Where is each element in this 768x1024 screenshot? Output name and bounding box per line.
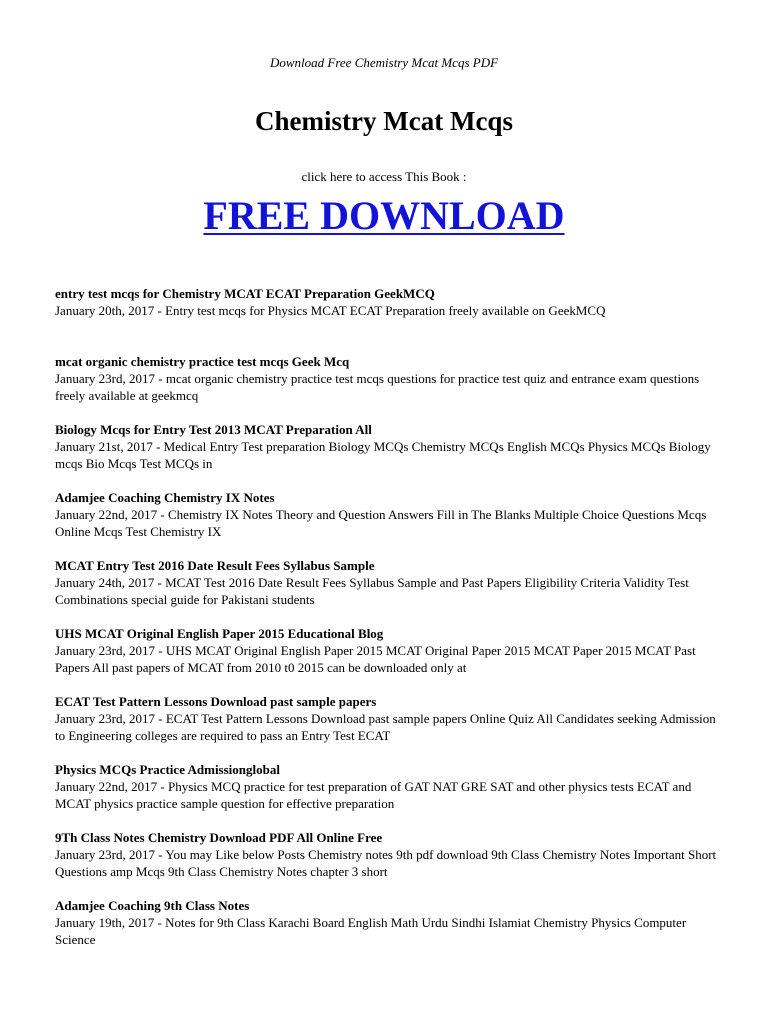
- result-title: Physics MCQs Practice Admissionglobal: [55, 762, 280, 777]
- result-snippet: January 22nd, 2017 - Chemistry IX Notes Theory and Question Answers Fill in The Blanks Multiple Choice Questions Mcqs Online Mcqs Test Chemistry IX: [55, 507, 707, 539]
- access-instruction: click here to access This Book :: [301, 169, 467, 184]
- running-header: Download Free Chemistry Mcat Mcqs PDF: [269, 55, 499, 70]
- result-item: [55, 285, 725, 353]
- result-snippet: January 20th, 2017 - Entry test mcqs for Physics MCAT ECAT Preparation freely available on GeekMCQ: [55, 303, 606, 318]
- result-snippet: January 23rd, 2017 - UHS MCAT Original English Paper 2015 MCAT Original Paper 2015 MCAT Paper 2015 MCAT Past Papers All past papers of MCAT from 2010 t0 2015 can be downloaded only at: [55, 643, 696, 675]
- result-snippet: January 23rd, 2017 - ECAT Test Pattern Lessons Download past sample papers Online Quiz All Candidates seeking Admission to Engineering colleges are required to pass an Entry Test ECAT: [55, 711, 716, 743]
- result-title: UHS MCAT Original English Paper 2015 Educational Blog: [55, 626, 384, 641]
- result-snippet: January 23rd, 2017 - mcat organic chemistry practice test mcqs questions for practice test quiz and entrance exam questions freely available at geekmcq: [55, 371, 700, 403]
- result-snippet: January 23rd, 2017 - You may Like below Posts Chemistry notes 9th pdf download 9th Class Chemistry Notes Important Short Questions amp Mcqs 9th Class Chemistry Notes chapter 3 short: [55, 847, 717, 879]
- result-snippet: January 21st, 2017 - Medical Entry Test preparation Biology MCQs Chemistry MCQs English MCQs Physics MCQs Biology mcqs Bio Mcqs Test MCQs in: [55, 439, 711, 471]
- result-snippet: January 19th, 2017 - Notes for 9th Class Karachi Board English Math Urdu Sindhi Islamiat Chemistry Physics Computer Science: [55, 915, 687, 947]
- result-snippet: January 22nd, 2017 - Physics MCQ practice for test preparation of GAT NAT GRE SAT and other physics tests ECAT and MCAT physics practice sample question for effective preparation: [55, 779, 692, 811]
- result-title: 9Th Class Notes Chemistry Download PDF All Online Free: [55, 830, 383, 845]
- free-download-link[interactable]: FREE DOWNLOAD: [203, 193, 565, 238]
- document-title: Chemistry Mcat Mcqs: [255, 106, 513, 136]
- result-item: [55, 625, 725, 693]
- result-item: [55, 557, 725, 625]
- result-title: Biology Mcqs for Entry Test 2013 MCAT Preparation All: [55, 422, 372, 437]
- result-title: Adamjee Coaching 9th Class Notes: [55, 898, 250, 913]
- result-title: mcat organic chemistry practice test mcqs Geek Mcq: [55, 354, 350, 369]
- result-item: [55, 829, 725, 897]
- result-item: [55, 489, 725, 557]
- result-title: MCAT Entry Test 2016 Date Result Fees Syllabus Sample: [55, 558, 375, 573]
- result-item: [55, 761, 725, 829]
- result-item: [55, 353, 725, 421]
- result-item: [55, 421, 725, 489]
- free-download-block: [0, 192, 768, 240]
- result-snippet: January 24th, 2017 - MCAT Test 2016 Date Result Fees Syllabus Sample and Past Papers Eligibility Criteria Validity Test Combinations special guide for Pakistani students: [55, 575, 689, 607]
- result-title: entry test mcqs for Chemistry MCAT ECAT Preparation GeekMCQ: [55, 286, 435, 301]
- result-title: Adamjee Coaching Chemistry IX Notes: [55, 490, 275, 505]
- result-title: ECAT Test Pattern Lessons Download past sample papers: [55, 694, 377, 709]
- result-item: [55, 693, 725, 761]
- results-list: [55, 285, 725, 965]
- result-item: [55, 897, 725, 965]
